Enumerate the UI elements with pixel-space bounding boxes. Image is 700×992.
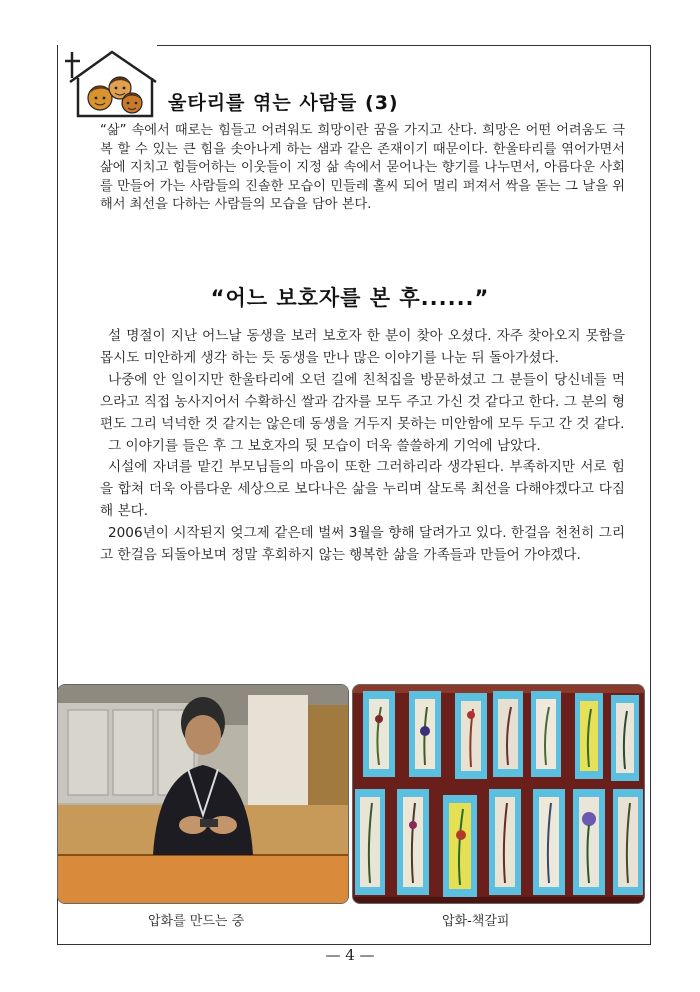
photo-bookmarks-image [353,685,645,904]
paragraph: 2006년이 시작된지 엊그제 같은데 벌써 3월을 향해 달려가고 있다. 한걸음 천천히 그리고 한걸음 되돌아보며 정말 후회하지 않는 행복한 삶을 가족들과 만들어 가야겠다. [100,525,625,564]
paragraph: 나중에 안 일이지만 한울타리에 오던 길에 친척집을 방문하셨고 그 분들이 당신네들 먹으라고 직접 농사지어서 수확하신 쌀과 감자를 모두 주고 가신 것 같다고 한다. 그 분의 형편도 그리 넉넉한 것 같지는 않은데 동생을 거두지 못하는 미안함에 모두 두고 간 것 같다. [100,371,625,432]
intro-paragraph: “삶” 속에서 때로는 힘들고 어려워도 희망이란 꿈을 가지고 산다. 희망은 어떤 어려움도 극복 할 수 있는 큰 힘을 솟아나게 하는 샘과 같은 존재이기 때문이다. 한울타리를 엮어가면서 삶에 지치고 힘들어하는 이웃들이 지정 삶 속에서 묻어나는 향기를 나누면서, 아름다운 사회를 만들어 가는 사람들의 진솔한 모습이 민들레 홀씨 되어 멀리 퍼져서 싹을 돋는 그 날을 위해서 최선을 다하는 사람들의 모습을 담아 본다. [100,123,625,213]
photo-caption: 압화-책갈피 [442,914,510,929]
photo-pressed-flower-making [57,684,349,904]
page-number: — 4 — [325,946,375,964]
paragraph: 설 명절이 지난 어느날 동생을 보러 보호자 한 분이 찾아 오셨다. 자주 찾아오지 못함을 몹시도 미안하게 생각 하는 듯 동생을 만나 많은 이야기를 나눈 뒤 돌아가셨다. [100,328,625,366]
paragraph: 그 이야기를 들은 후 그 보호자의 뒷 모습이 더욱 쓸쓸하게 기억에 남았다. [108,437,541,454]
frame-top-rule [157,45,651,46]
article-body [100,326,625,567]
bookmark-row-bottom [355,789,643,897]
photo-pressed-flower-bookmarks [352,684,645,904]
photo-caption: 압화를 만드는 중 [148,914,245,929]
paragraph: 시설에 자녀를 맡긴 부모님들의 마음이 또한 그러하리라 생각된다. 부족하지만 서로 힘을 합쳐 더욱 아름다운 세상으로 보다나은 삶을 누리며 살도록 최선을 다해야겠다고 다짐해 본다. [100,459,625,520]
article-title: “어느 보호자를 본 후......” [210,286,490,310]
house-family-logo [60,48,160,120]
photo-man-working-image [58,685,349,904]
section-title: 울타리를 엮는 사람들 (3) [168,92,399,114]
